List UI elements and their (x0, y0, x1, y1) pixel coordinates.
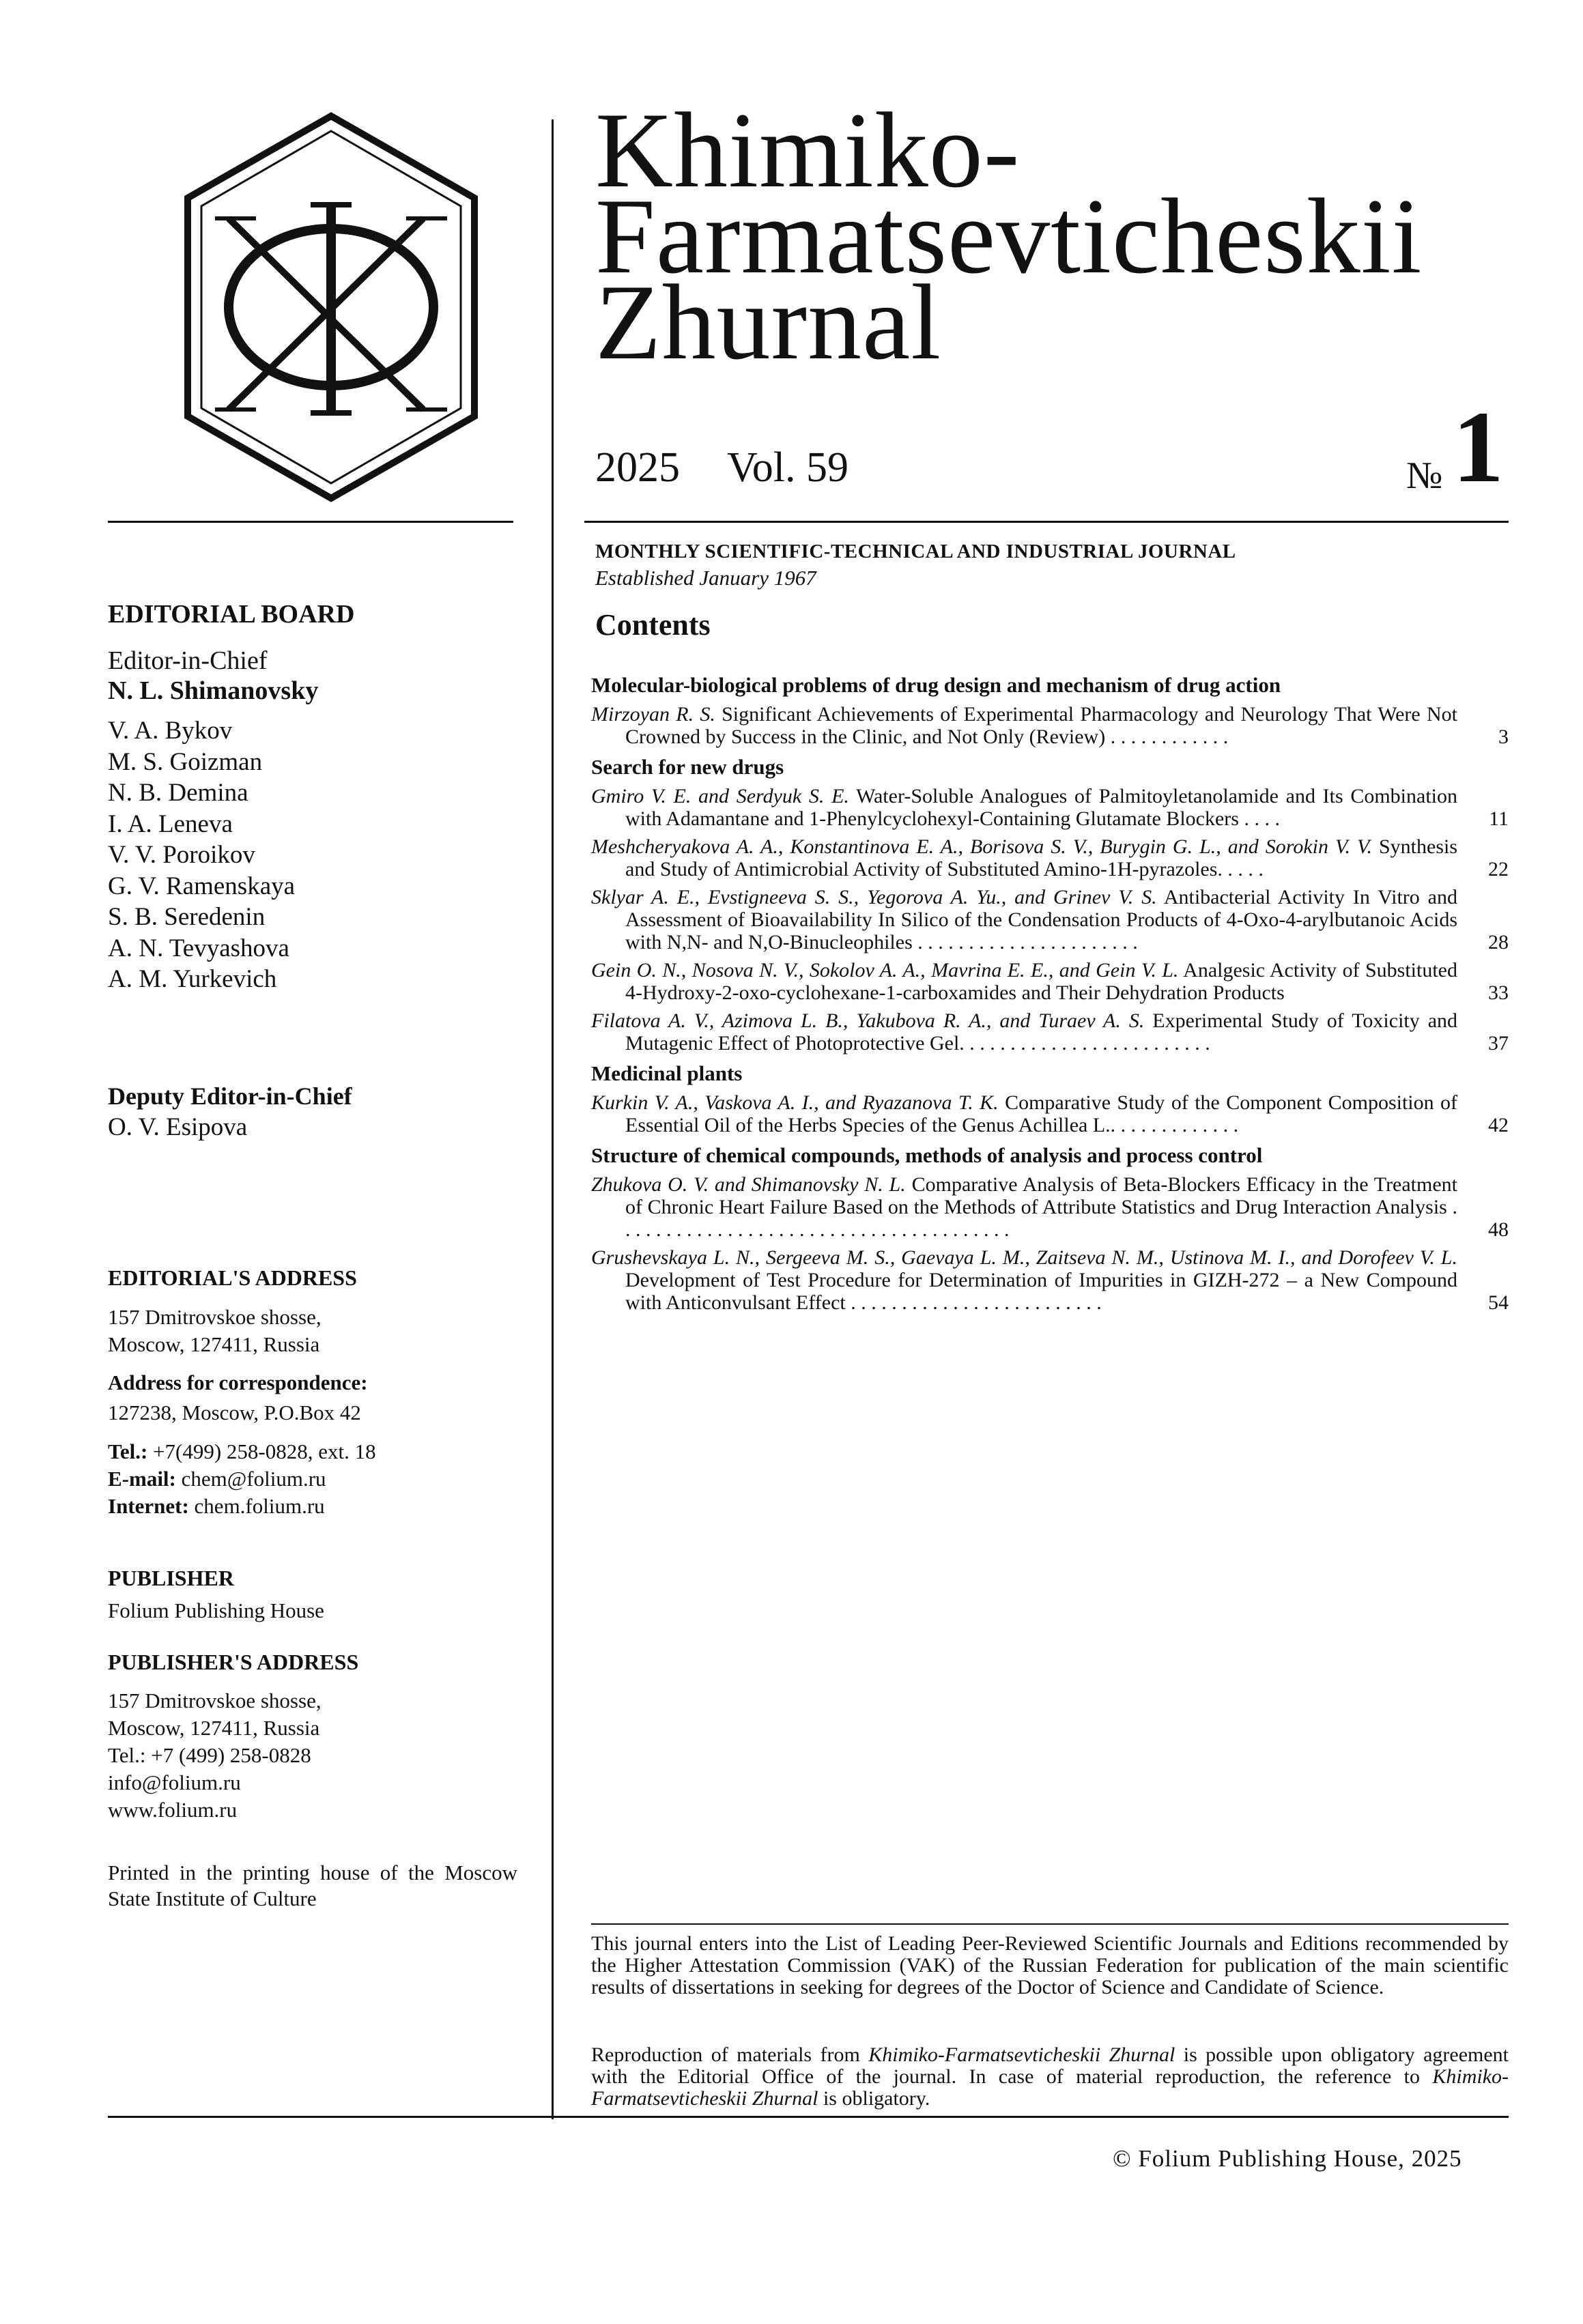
publisher-name: Folium Publishing House (108, 1598, 324, 1622)
toc-authors: Filatova A. V., Azimova L. B., Yakubova R. A., and Turaev A. S. (591, 1009, 1145, 1032)
board-member: M. S. Goizman (108, 747, 263, 776)
toc-authors: Zhukova O. V. and Shimanovsky N. L. (591, 1173, 906, 1196)
toc-authors: Meshcheryakova A. A., Konstantinova E. A., Borisova S. V., Burygin G. L., and Sorokin V. V. (591, 835, 1372, 858)
toc-page-number: 48 (1488, 1218, 1509, 1241)
issue-volume: Vol. 59 (727, 444, 849, 491)
toc-page-number: 22 (1488, 858, 1509, 880)
printed-note: Printed in the printing house of the Moscow State Institute of Culture (108, 1861, 517, 1910)
board-member: G. V. Ramenskaya (108, 872, 296, 900)
notice-text: is possible upon obligatory agreement with the Editorial Office of the journal. In case of material reproduction, the reference to (591, 2043, 1509, 2088)
journal-title-line: Farmatsevticheskii (595, 177, 1423, 296)
toc-authors: Gein O. N., Nosova N. V., Sokolov A. A., Mavrina E. E., and Gein V. L. (591, 959, 1179, 981)
toc-entry[interactable] (591, 703, 1509, 748)
deputy-editor-label: Deputy Editor-in-Chief (108, 1082, 352, 1110)
toc-page-number: 37 (1488, 1032, 1509, 1055)
toc-article-title: Development of Test Procedure for Determination of Impurities in GIZH-272 – a New Compound with Anticonvulsant Effect . . . . . . . . . . . . . . . . . . . . . . . . . (625, 1269, 1457, 1314)
column-divider (552, 119, 554, 2119)
deputy-editor-name: O. V. Esipova (108, 1113, 248, 1141)
toc-article-title: Antibacterial Activity In Vitro and Assessment of Bioavailability In Silico of the Condensation Products of 4-Oxo-4-arylbutanoic Acids with N,N- and N,O-Binucleophiles . . . . . . . . . . . . . . . . . . . . . . (625, 886, 1457, 953)
address-line: 157 Dmitrovskoe shosse, (108, 1689, 322, 1712)
toc-section-title: Structure of chemical compounds, methods of analysis and process control (591, 1143, 1263, 1167)
toc-authors: Sklyar A. E., Evstigneeva S. S., Yegorova A. Yu., and Grinev V. S. (591, 886, 1157, 908)
contents-heading: Contents (595, 608, 711, 642)
board-member: A. N. Tevyashova (108, 934, 289, 962)
publisher-address (108, 1687, 322, 1824)
editorial-address-heading: EDITORIAL'S ADDRESS (108, 1265, 357, 1290)
toc-page-number: 11 (1489, 807, 1509, 830)
email-label: E-mail: (108, 1467, 176, 1491)
tel-label: Tel.: (108, 1439, 148, 1463)
toc-article-title: Analgesic Activity of Substituted 4-Hydroxy-2-oxo-cyclohexane-1-carboxamides and Their Dehydration Products (625, 959, 1457, 1004)
journal-title-line: Zhurnal (595, 263, 942, 382)
contact-block (108, 1438, 376, 1520)
toc-section-title: Medicinal plants (591, 1061, 743, 1085)
correspondence-label: Address for correspondence: (108, 1371, 368, 1394)
copyright-notice: © Folium Publishing House, 2025 (1113, 2145, 1462, 2172)
board-member: I. A. Leneva (108, 809, 233, 838)
toc-authors: Gmiro V. E. and Serdyuk S. E. (591, 785, 849, 807)
editor-in-chief-label: Editor-in-Chief (108, 646, 268, 675)
toc-entry[interactable] (591, 886, 1509, 953)
toc-entry[interactable] (591, 835, 1509, 880)
toc-entry[interactable] (591, 1173, 1509, 1241)
toc-authors: Mirzoyan R. S. (591, 703, 715, 726)
toc-page-number: 28 (1488, 931, 1509, 953)
address-line: Moscow, 127411, Russia (108, 1332, 320, 1356)
board-member: V. A. Bykov (108, 717, 233, 745)
toc-authors: Grushevskaya L. N., Sergeeva M. S., Gaevaya L. M., Zaitseva N. M., Ustinova M. I., and Dorofeev V. L. (591, 1246, 1457, 1269)
notice-text: Reproduction of materials from (591, 2043, 860, 2066)
toc-entry[interactable] (591, 785, 1509, 830)
address-line: 157 Dmitrovskoe shosse, (108, 1305, 322, 1329)
notice-journal-name: Khimiko-Farmatsevticheskii Zhurnal (591, 2065, 1509, 2110)
correspondence-address: 127238, Moscow, P.O.Box 42 (108, 1401, 361, 1424)
toc-entry[interactable] (591, 1246, 1509, 1314)
toc-article-title: Significant Achievements of Experimental Pharmacology and Neurology That Were Not Crowned by Success in the Clinic, and Not Only (Review) . . . . . . . . . . . . (625, 703, 1457, 748)
issue-number: 1 (1453, 390, 1504, 504)
toc-article-title: Experimental Study of Toxicity and Mutagenic Effect of Photoprotective Gel. . . . . . . . . . . . . . . . . . . . . . . . . (625, 1009, 1458, 1055)
notice-divider (591, 1923, 1509, 1925)
issue-number-sign: № (1406, 455, 1443, 497)
toc-article-title: Comparative Analysis of Beta-Blockers Efficacy in the Treatment of Chronic Heart Failure Based on the Methods of Attribute Statistics and Drug Interaction Analysis . . . . . . . . . . . . . . . . . . . . . . . . . . . . . . . . . . . . . . . (625, 1173, 1458, 1241)
board-members-list (108, 715, 295, 995)
title-divider (584, 521, 1509, 523)
toc-entry[interactable] (591, 1091, 1509, 1136)
publisher-web-link[interactable]: www.folium.ru (108, 1798, 238, 1822)
internet-link[interactable]: chem.folium.ru (194, 1494, 325, 1518)
board-member: N. B. Demina (108, 779, 248, 807)
toc-page-number: 33 (1488, 981, 1509, 1004)
toc-page-number: 3 (1498, 726, 1509, 748)
editor-in-chief-name: N. L. Shimanovsky (108, 676, 319, 705)
board-member: S. B. Seredenin (108, 903, 266, 931)
editorial-board-heading: EDITORIAL BOARD (108, 600, 355, 629)
toc-authors: Kurkin V. A., Vaskova A. I., and Ryazanova T. K. (591, 1091, 999, 1114)
editorial-address (108, 1304, 322, 1358)
toc-article-title: Synthesis and Study of Antimicrobial Activity of Substituted Amino-1H-pyrazoles. . . . . (625, 835, 1458, 880)
publisher-email-link[interactable]: info@folium.ru (108, 1770, 241, 1794)
publisher-heading: PUBLISHER (108, 1566, 234, 1590)
toc-article-title: Water-Soluble Analogues of Palmitoyletanolamide and Its Combination with Adamantane and 1-Phenylcyclohexyl-Containing Glutamate Blockers . . . . (625, 785, 1457, 830)
internet-label: Internet: (108, 1494, 189, 1518)
journal-title (595, 91, 1423, 382)
reproduction-notice (591, 2044, 1509, 2110)
tel-value: +7(499) 258-0828, ext. 18 (153, 1439, 376, 1463)
toc-page-number: 42 (1488, 1114, 1509, 1136)
notice-journal-name: Khimiko-Farmatsevticheskii Zhurnal (868, 2043, 1175, 2066)
established-date: Established January 1967 (595, 566, 816, 590)
left-divider (108, 521, 513, 523)
journal-subtitle: MONTHLY SCIENTIFIC-TECHNICAL AND INDUSTRIAL JOURNAL (595, 541, 1236, 562)
email-link[interactable]: chem@folium.ru (181, 1467, 326, 1491)
toc-article-title: Comparative Study of the Component Composition of Essential Oil of the Herbs Species of the Genus Achillea L.. . . . . . . . . . . . . (625, 1091, 1458, 1136)
board-member: V. V. Poroikov (108, 841, 255, 869)
notice-text: is obligatory. (823, 2087, 930, 2110)
publisher-address-heading: PUBLISHER'S ADDRESS (108, 1650, 359, 1674)
board-member: A. M. Yurkevich (108, 965, 277, 993)
address-line: Moscow, 127411, Russia (108, 1716, 320, 1740)
table-of-contents (591, 668, 1509, 1319)
toc-section-title: Search for new drugs (591, 755, 784, 779)
toc-entry[interactable] (591, 1009, 1509, 1055)
journal-title-line: Khimiko- (595, 91, 1021, 210)
toc-entry[interactable] (591, 959, 1509, 1004)
khf-monogram-hexagon-icon (177, 102, 485, 512)
bottom-divider (108, 2116, 1509, 2118)
toc-page-number: 54 (1488, 1291, 1509, 1314)
issue-year: 2025 (595, 444, 680, 491)
vak-notice: This journal enters into the List of Leading Peer-Reviewed Scientific Journals and Editions recommended by the Higher Attestation Commission (VAK) of the Russian Federation for publication of the main scientific results of dissertations in seeking for degrees of the Doctor of Science and Candidate of Science. (591, 1932, 1509, 1998)
toc-section-title: Molecular-biological problems of drug design and mechanism of drug action (591, 673, 1281, 697)
publisher-tel: Tel.: +7 (499) 258-0828 (108, 1743, 311, 1767)
